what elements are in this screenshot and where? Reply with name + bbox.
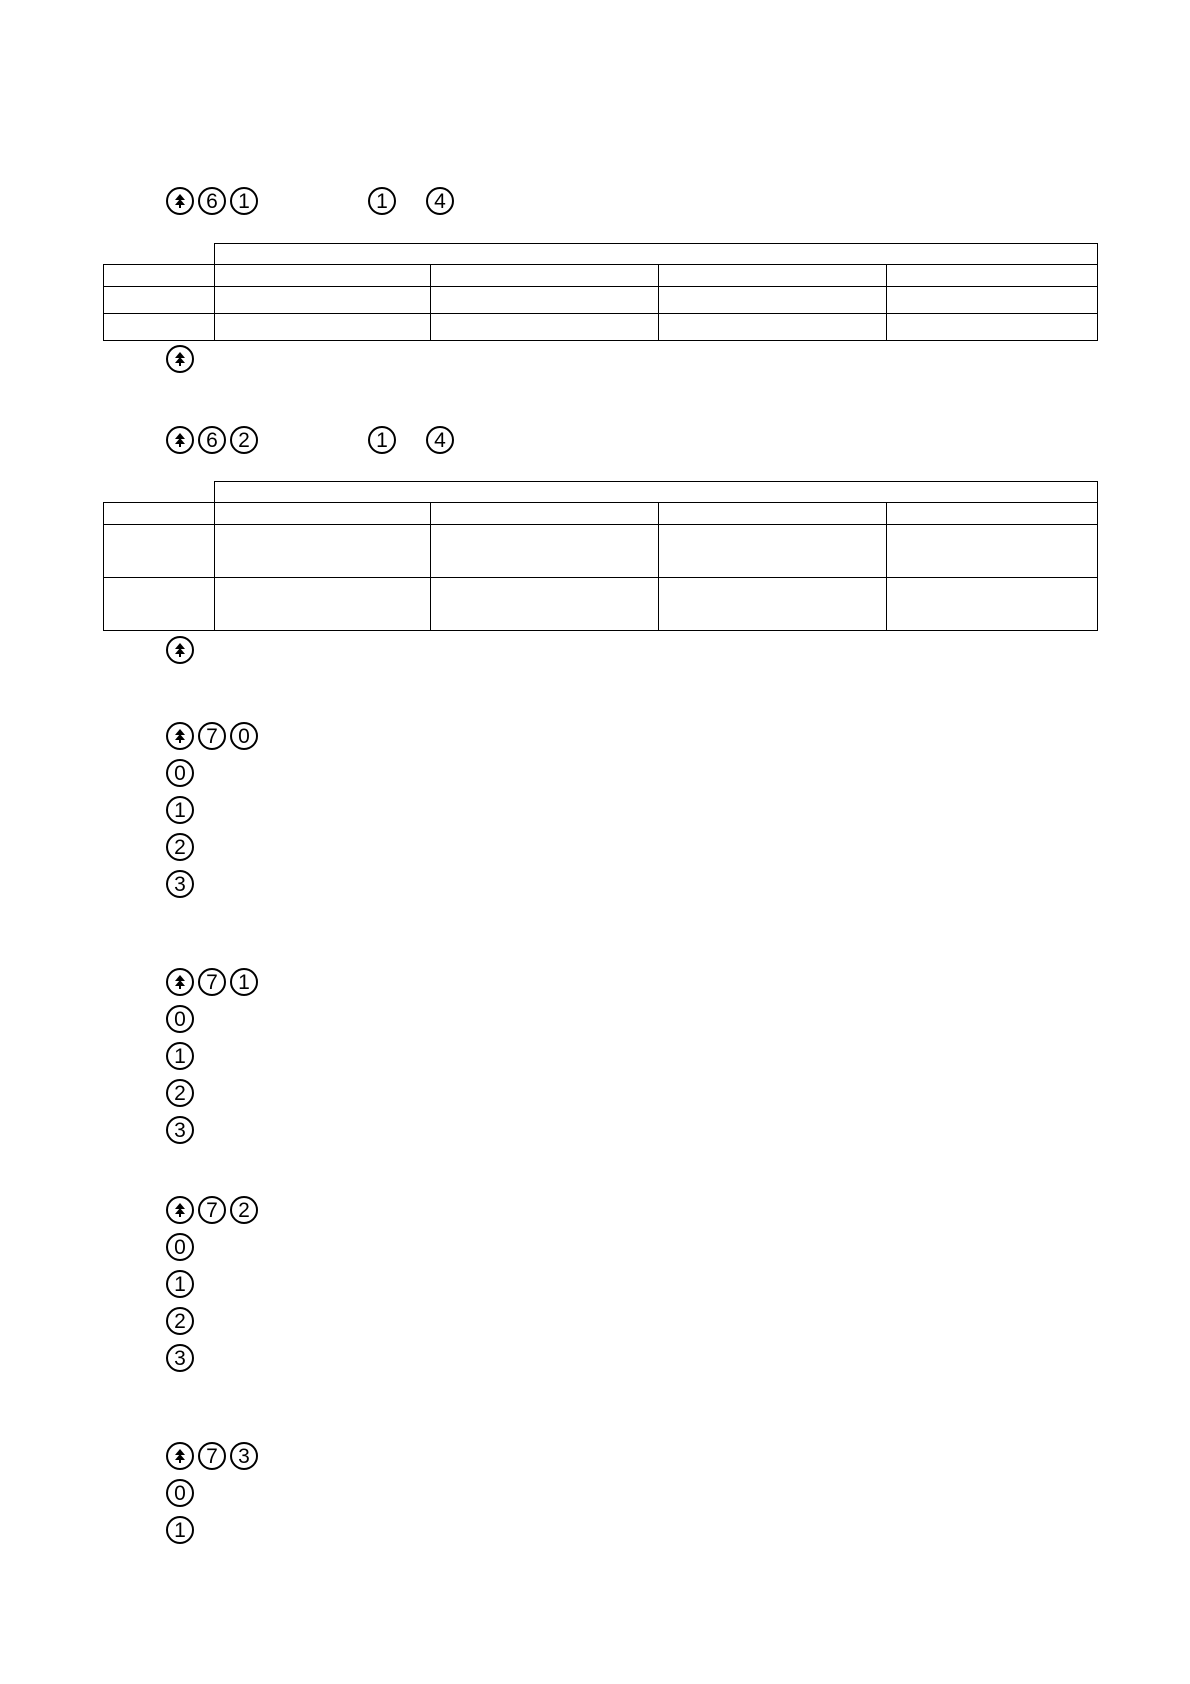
option-key-icon: 2: [166, 1079, 194, 1107]
settings-table-62: [103, 481, 1098, 631]
option-key-icon: 1: [166, 1516, 194, 1544]
shift-key-icon: [166, 345, 194, 373]
option-key-icon: 1: [166, 1042, 194, 1070]
option-key-icon: 0: [166, 1005, 194, 1033]
option-key-icon: 2: [166, 833, 194, 861]
option-key-icon: 0: [166, 759, 194, 787]
option-key-icon: 1: [166, 1270, 194, 1298]
key-1-icon: 1: [230, 968, 258, 996]
key-7-icon: 7: [198, 968, 226, 996]
table-corner: [104, 482, 215, 503]
table-span-header: [215, 482, 1098, 503]
table-row: [104, 314, 1098, 341]
shift-key-icon: [166, 722, 194, 750]
table-row: [104, 503, 1098, 525]
key-7-icon: 7: [198, 1442, 226, 1470]
table-span-header: [215, 244, 1098, 265]
table-row: [104, 265, 1098, 287]
key-3-icon: 3: [230, 1442, 258, 1470]
settings-table-61: [103, 243, 1098, 341]
table-row: [104, 578, 1098, 631]
key-6-icon: 6: [198, 187, 226, 215]
key-0-icon: 0: [230, 722, 258, 750]
key-7-icon: 7: [198, 722, 226, 750]
shift-key-icon: [166, 187, 194, 215]
option-key-icon: 3: [166, 1344, 194, 1372]
range-start-key-icon: 1: [368, 187, 396, 215]
option-key-icon: 2: [166, 1307, 194, 1335]
option-key-icon: 0: [166, 1233, 194, 1261]
option-key-icon: 3: [166, 1116, 194, 1144]
shift-key-icon: [166, 968, 194, 996]
key-2-icon: 2: [230, 1196, 258, 1224]
key-7-icon: 7: [198, 1196, 226, 1224]
table-row: [104, 525, 1098, 578]
option-key-icon: 1: [166, 796, 194, 824]
shift-key-icon: [166, 636, 194, 664]
table-corner: [104, 244, 215, 265]
table-row: [104, 287, 1098, 314]
range-end-key-icon: 4: [426, 426, 454, 454]
key-1-icon: 1: [230, 187, 258, 215]
option-key-icon: 3: [166, 870, 194, 898]
shift-key-icon: [166, 1196, 194, 1224]
key-2-icon: 2: [230, 426, 258, 454]
key-6-icon: 6: [198, 426, 226, 454]
range-start-key-icon: 1: [368, 426, 396, 454]
option-key-icon: 0: [166, 1479, 194, 1507]
range-end-key-icon: 4: [426, 187, 454, 215]
shift-key-icon: [166, 1442, 194, 1470]
shift-key-icon: [166, 426, 194, 454]
